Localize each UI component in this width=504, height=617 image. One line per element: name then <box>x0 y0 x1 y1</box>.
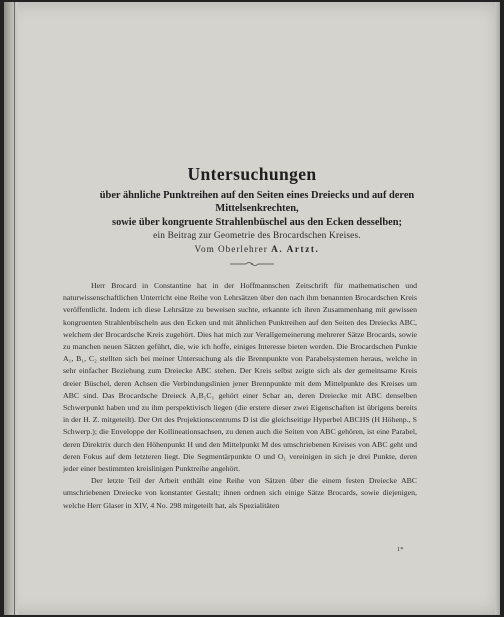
signature-mark: 1* <box>397 546 404 553</box>
subtitle-line-3: sowie über kongruente Strahlenbüschel aus den Ecken desselben; <box>112 217 402 228</box>
body-paragraph-2: Der letzte Teil der Arbeit enthält eine Reihe von Sätzen über die einem festen Dreiecke ABC umschriebenen Dreiecke von konstanter Gestalt; ihnen ordnen sich einige Sätze Brocards, sowie diejenigen, welche Herr Glaser in XIV, 4 No. 298 mitgeteilt hat, als Spezialitäten <box>63 476 417 510</box>
book-page <box>4 2 500 615</box>
ornament-divider-icon <box>228 261 276 267</box>
article-description: ein Beitrag zur Geometrie des Brocardschen Kreises. <box>153 231 361 241</box>
author-prefix: Vom Oberlehrer <box>194 244 268 254</box>
body-paragraph-1: Herr Brocard in Constantine hat in der Hoffmannschen Zeitschrift für mathematischen und naturwissenschaftlichen Unterricht eine Reihe von Lehrsätzen über den nach ihm benannten Brocardschen Kreis veröffentlicht. Indem ich diese Lehrsätze zu beweisen suchte, erkannte ich ihren Zusammenhang mit gewissen kongruenten Strahlenbüscheln aus den Ecken und mit ähnlichen Punktreihen auf den Seiten des Dreiecks ABC, welchem der Brocardsche Kreis zugehört. Dies hat mich zur Verallgemeinerung mehrerer Sätze Brocards, sowie zu manchen neuen Sätzen geführt, die, wie ich hoffe, einiges Interesse bieten werden. Die Brocardschen Punkte A₁, B₁, C₂ stellten sich bei meiner Untersuchung als die Brennpunkte von Parabelsystemen heraus, welche in sehr einfacher Beziehung zum Dreiecke ABC stehen. Der Kreis selbst zeigte sich als der gemeinsame Kreis dreier Büschel, deren Achsen die Verbindungslinien jener Brennpunkte mit dem Mittelpunkte des Kreises um ABC sind. Das Brocardsche Dreieck A₁B₁C₁ gehört einer Schar an, deren Dreiecke mit ABC denselben Schwerpunkt haben und zu ihm perspektivisch liegen (die erstere dieser zwei Eigenschaften ist übrigens bereits in der H. Z. mitgeteilt). Der Ort des Projektionscentrums D ist die gleichseitige Hyperbel ABCHS (H Höhenp., S Schwerp.); die Enveloppe der Kollineationsachsen, zu denen auch die Seiten von ABC gehören, ist eine Parabel, deren Direktrix durch den Höhenpunkt H und den Mittelpunkt M des umschriebenen Kreises von ABC geht und deren Fokus auf dem letzteren liegt. Die Segmentärpunkte O und O₁ vereinigen in sich je drei Punkte, deren jeder einer bestimmten kreislinigen Punktreihe angehört. <box>63 281 417 474</box>
subtitle-line-1: über ähnliche Punktreihen auf den Seiten eines Dreiecks und auf deren <box>99 190 415 201</box>
page-right-edge <box>495 2 500 615</box>
article-body <box>63 280 417 512</box>
page-binding-edge <box>4 2 18 615</box>
binding-fold-line <box>14 2 15 615</box>
author-name: A. Artzt. <box>271 244 320 254</box>
article-title: Untersuchungen <box>187 164 317 184</box>
subtitle-line-2: Mittelsenkrechten, <box>215 203 299 214</box>
author-line <box>34 244 480 254</box>
